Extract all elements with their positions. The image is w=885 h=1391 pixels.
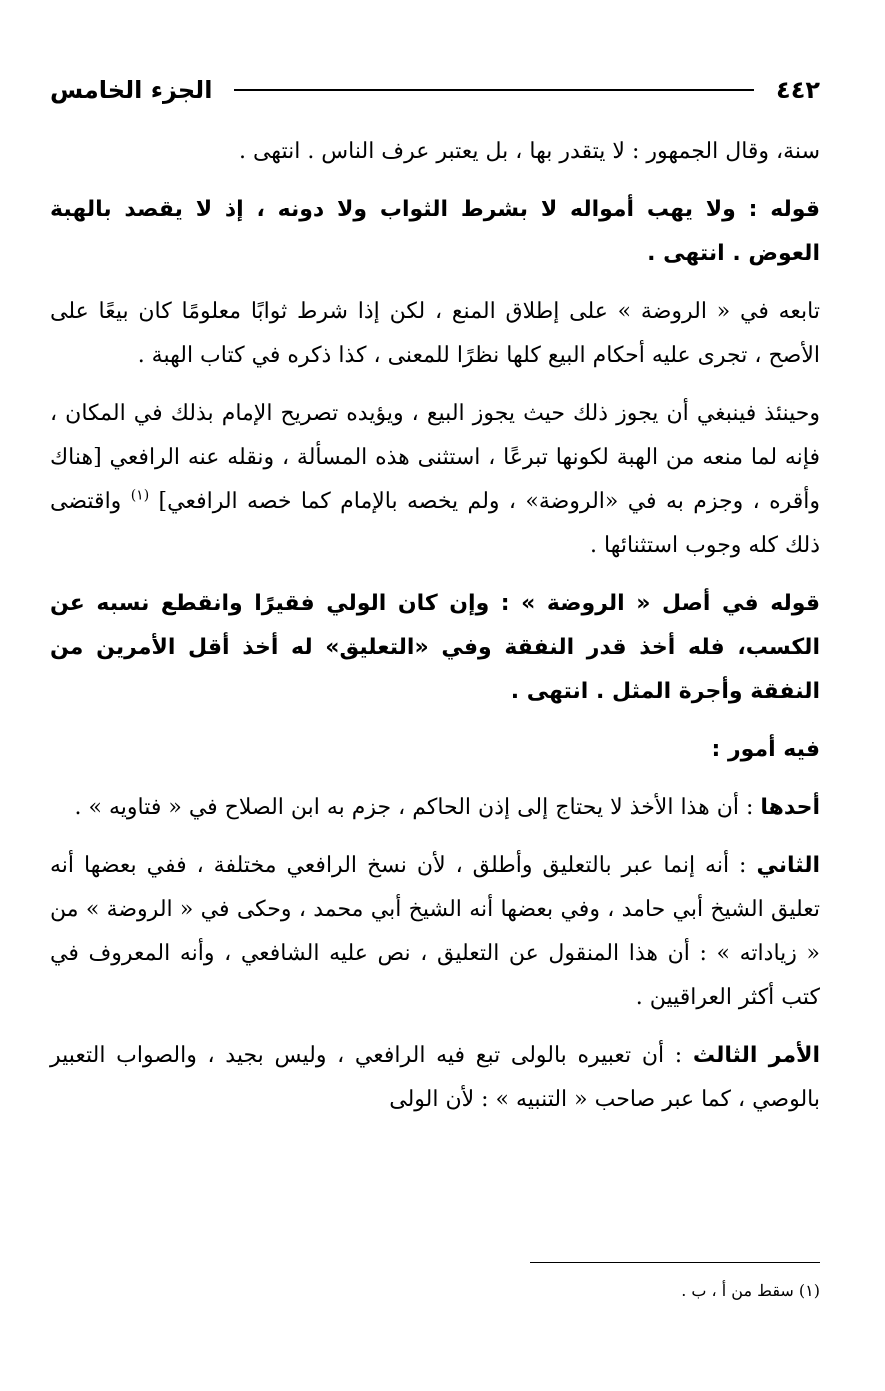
footnote-area <box>50 1262 820 1303</box>
footnote-reference[interactable]: (١) <box>130 487 150 504</box>
paragraph-8-lead: الثاني <box>756 853 821 878</box>
paragraph-9-lead: الأمر الثالث <box>692 1043 820 1068</box>
paragraph-4 <box>50 392 820 568</box>
footnote-rule <box>530 1262 820 1263</box>
paragraph-8 <box>50 844 820 1020</box>
paragraph-4-text: وحينئذ فينبغي أن يجوز ذلك حيث يجوز البيع ، ويؤيده تصريح الإمام بذلك في المكان ، فإنه لما منعه من الهبة لكونها تبرعًا ، استثنى هذه المسألة ، ونقله عنه الرافعي [هناك وأقره ، وجزم به في «الروضة» ، ولم يخصه بالإمام كما خصه الرافعي] <box>50 401 820 514</box>
paragraph-9 <box>50 1034 820 1122</box>
book-page <box>50 60 820 1136</box>
paragraph-3-text: تابعه في « الروضة » على إطلاق المنع ، لكن إذا شرط ثوابًا معلومًا كان بيعًا على الأصح ، تجرى عليه أحكام البيع كلها نظرًا للمعنى ، كذا ذكره في كتاب الهبة . <box>50 299 820 368</box>
paragraph-6-text: فيه أمور : <box>711 737 820 762</box>
paragraph-1-text: سنة، وقال الجمهور : لا يتقدر بها ، بل يعتبر عرف الناس . انتهى . <box>238 139 820 164</box>
running-header <box>50 60 820 120</box>
paragraph-7-text: : أن هذا الأخذ لا يحتاج إلى إذن الحاكم ، جزم به ابن الصلاح في « فتاويه » . <box>74 795 761 820</box>
paragraph-2-quote <box>50 188 820 276</box>
running-title: الجزء الخامس <box>50 76 213 104</box>
paragraph-3 <box>50 290 820 378</box>
paragraph-6-heading <box>50 728 820 772</box>
paragraph-7 <box>50 786 820 830</box>
paragraph-5-quote <box>50 582 820 714</box>
paragraph-8-text: : أنه إنما عبر بالتعليق وأطلق ، لأن نسخ الرافعي مختلفة ، ففي بعضها أنه تعليق الشيخ أبي حامد ، وفي بعضها أنه الشيخ أبي محمد ، وحكى في « الروضة » من « زياداته » : أن هذا المنقول عن التعليق ، نص عليه الشافعي ، وأنه المعروف في كتب أكثر العراقيين . <box>50 853 820 1010</box>
paragraph-9-text: : أن تعبيره بالولى تبع فيه الرافعي ، وليس بجيد ، والصواب التعبير بالوصي ، كما عبر صاحب « التنبيه » : لأن الولى <box>50 1043 820 1112</box>
footnote-1: (١) سقط من أ ، ب . <box>681 1281 820 1300</box>
header-rule <box>234 89 754 91</box>
paragraph-1 <box>50 130 820 174</box>
paragraph-5-text: قوله في أصل « الروضة » : وإن كان الولي فقيرًا وانقطع نسبه عن الكسب، فله أخذ قدر النفقة وفي «التعليق» له أخذ أقل الأمرين من النفقة وأجرة المثل . انتهى . <box>50 591 820 704</box>
paragraph-4-text-after: واقتضى ذلك كله وجوب استثنائها . <box>50 489 820 558</box>
page-number: ٤٤٢ <box>776 76 820 104</box>
body-text <box>50 130 820 1122</box>
paragraph-7-lead: أحدها <box>760 795 820 820</box>
paragraph-2-text: قوله : ولا يهب أمواله لا بشرط الثواب ولا دونه ، إذ لا يقصد بالهبة العوض . انتهى . <box>50 197 820 266</box>
